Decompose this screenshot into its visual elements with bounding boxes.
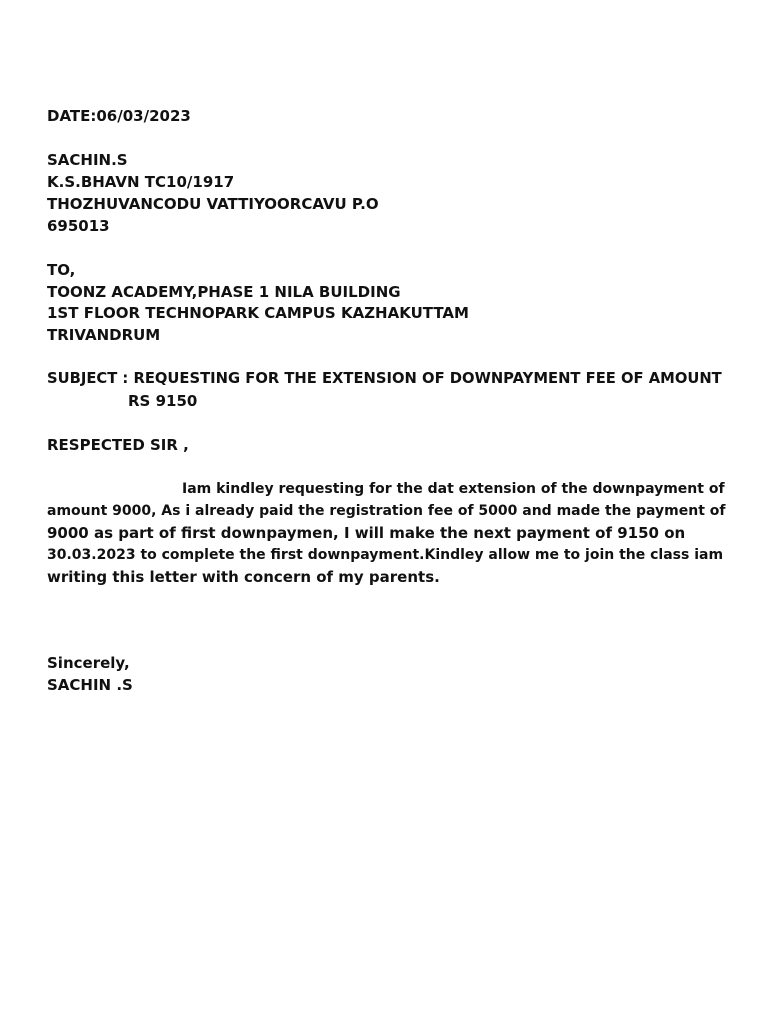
subject-line2: RS 9150 <box>128 392 198 410</box>
body-line-4: 30.03.2023 to complete the first downpayment.Kindley allow me to join the class iam <box>47 547 724 563</box>
sender-address-line1: K.S.BHAVN TC10/1917 <box>47 173 235 191</box>
sender-address-line2: THOZHUVANCODU VATTIYOORCAVU P.O <box>47 195 379 213</box>
salutation: RESPECTED SIR , <box>47 436 189 454</box>
body-line-5: writing this letter with concern of my parents. <box>47 568 440 586</box>
recipient-line3: TRIVANDRUM <box>47 326 161 344</box>
sender-pincode: 695013 <box>47 217 110 235</box>
body-line-2: amount 9000, As i already paid the registration fee of 5000 and made the payment of <box>47 503 726 519</box>
body-line-1: Iam kindley requesting for the dat extension of the downpayment of <box>182 481 725 497</box>
recipient-line2: 1ST FLOOR TECHNOPARK CAMPUS KAZHAKUTTAM <box>47 304 469 322</box>
recipient-line1: TOONZ ACADEMY,PHASE 1 NILA BUILDING <box>47 283 401 301</box>
sender-name: SACHIN.S <box>47 151 128 169</box>
letter-date: DATE:06/03/2023 <box>47 107 191 125</box>
subject-line1: SUBJECT : REQUESTING FOR THE EXTENSION OF DOWNPAYMENT FEE OF AMOUNT <box>47 370 722 387</box>
closing-valediction: Sincerely, <box>47 654 130 672</box>
recipient-to-label: TO, <box>47 261 76 279</box>
body-line-3: 9000 as part of first downpaymen, I will make the next payment of 9150 on <box>47 524 686 542</box>
signature-name: SACHIN .S <box>47 676 133 694</box>
